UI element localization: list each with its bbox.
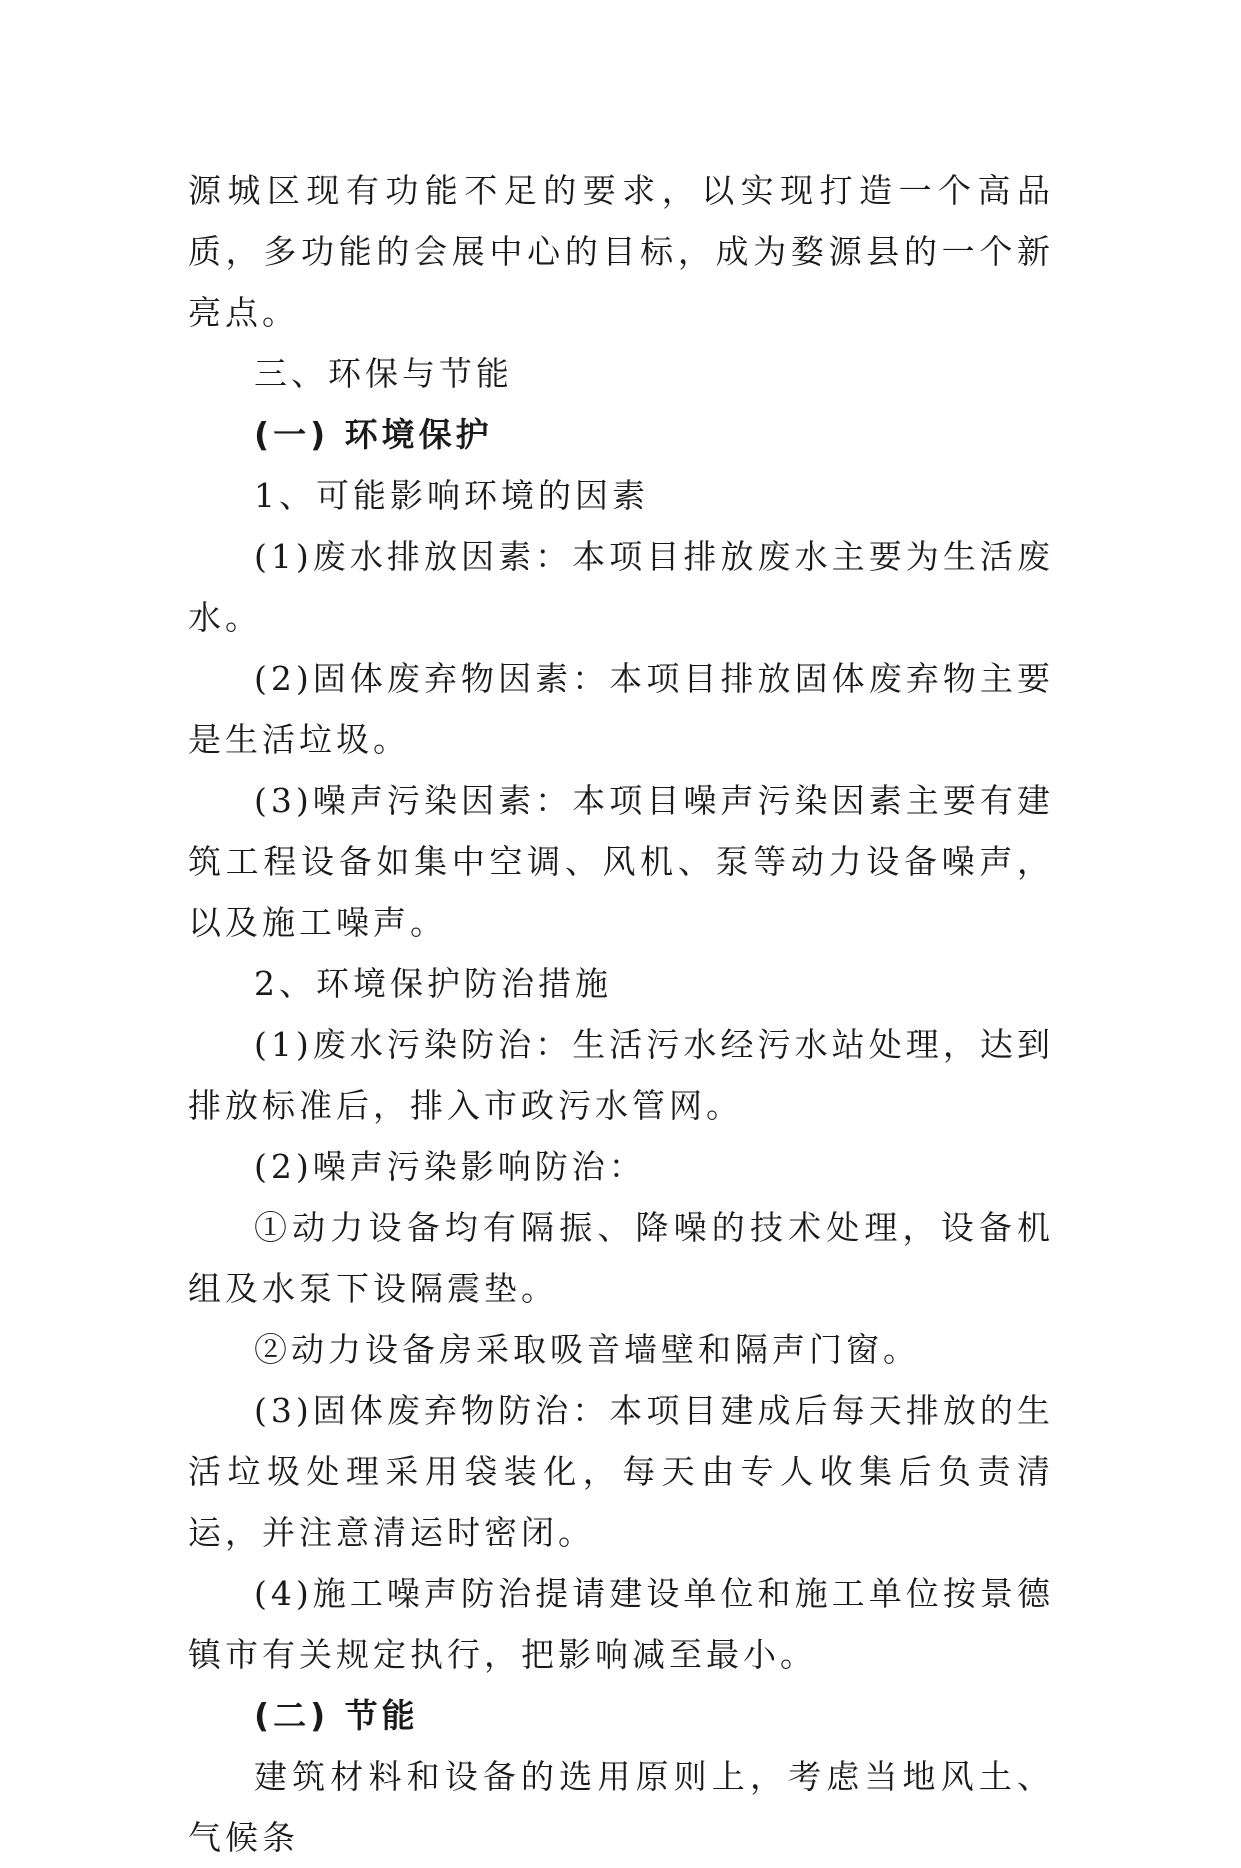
item-heading-protection-measures: 2、环境保护防治措施 [254, 964, 612, 1003]
subsection-heading-environment-protection: (一) 环境保护 [254, 415, 493, 454]
paragraph-noise-control-item-1: ①动力设备均有隔振、降噪的技术处理，设备机组及水泵下设隔震垫。 [188, 1208, 1054, 1308]
paragraph-solid-waste-control: (3)固体废弃物防治：本项目建成后每天排放的生活垃圾处理采用袋装化，每天由专人收集后负责清运，并注意清运时密闭。 [188, 1391, 1054, 1552]
section-heading-environment-energy: 三、环保与节能 [254, 354, 513, 393]
item-heading-impact-factors: 1、可能影响环境的因素 [254, 476, 649, 515]
paragraph-noise-factor: (3)噪声污染因素：本项目噪声污染因素主要有建筑工程设备如集中空调、风机、泵等动力设备噪声，以及施工噪声。 [188, 781, 1054, 942]
paragraph-noise-control-item-2: ②动力设备房采取吸音墙壁和隔声门窗。 [254, 1330, 920, 1369]
document-body [188, 160, 1054, 1868]
paragraph-noise-control-heading: (2)噪声污染影响防治： [254, 1147, 646, 1186]
paragraph-construction-noise-control: (4)施工噪声防治提请建设单位和施工单位按景德镇市有关规定执行，把影响减至最小。 [188, 1574, 1054, 1674]
paragraph-solid-waste-factor: (2)固体废弃物因素：本项目排放固体废弃物主要是生活垃圾。 [188, 659, 1054, 759]
subsection-heading-energy-saving: (二) 节能 [254, 1696, 419, 1735]
paragraph-energy-saving-materials: 建筑材料和设备的选用原则上，考虑当地风土、气候条 [188, 1757, 1054, 1857]
paragraph-intro-continuation: 源城区现有功能不足的要求，以实现打造一个高品质，多功能的会展中心的目标，成为婺源县的一个新亮点。 [188, 171, 1054, 332]
paragraph-wastewater-control: (1)废水污染防治：生活污水经污水站处理，达到排放标准后，排入市政污水管网。 [188, 1025, 1054, 1125]
paragraph-wastewater-factor: (1)废水排放因素：本项目排放废水主要为生活废水。 [188, 537, 1054, 637]
